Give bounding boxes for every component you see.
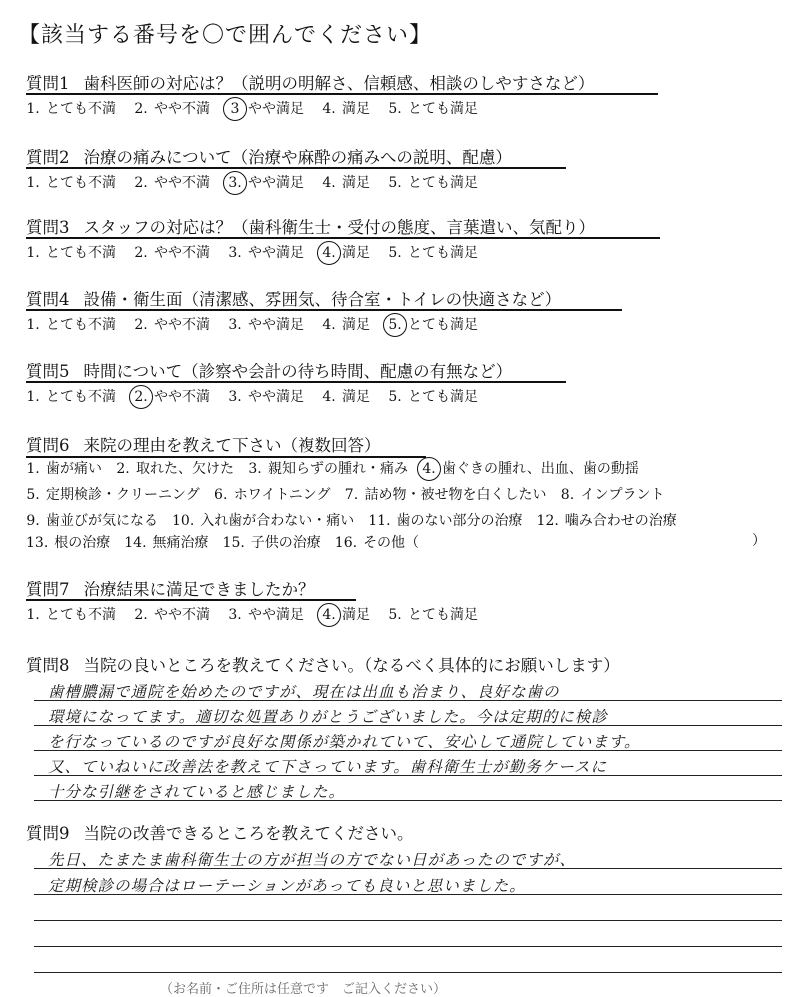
- question-8-heading: [26, 652, 620, 678]
- handwritten-answer-line: 十分な引継をされていると感じました。: [48, 783, 346, 801]
- option-label: とても不満: [46, 317, 116, 333]
- option-number: 2.: [134, 101, 148, 117]
- footer-note: （お名前・ご住所は任意です ご記入ください）: [160, 982, 447, 997]
- option-label: 親知らずの腫れ・痛み: [268, 461, 408, 477]
- option[interactable]: [537, 510, 677, 530]
- option-label: やや満足: [248, 175, 304, 191]
- question-number: 質問3: [26, 218, 70, 237]
- option-number: 2.: [134, 317, 148, 333]
- option-number: 1.: [26, 607, 40, 623]
- option-number: 3.: [228, 389, 242, 405]
- question-6-heading: [26, 432, 381, 458]
- option[interactable]: [322, 242, 370, 262]
- option[interactable]: [388, 172, 478, 192]
- question-underline: [26, 167, 566, 169]
- option-number: 14.: [124, 535, 147, 551]
- option[interactable]: [228, 604, 304, 624]
- option-label: 満足: [342, 317, 370, 333]
- option[interactable]: [335, 532, 419, 552]
- option[interactable]: [26, 242, 116, 262]
- option-label: とても不満: [46, 245, 116, 261]
- question-number: 質問1: [26, 74, 70, 93]
- option[interactable]: [116, 458, 234, 478]
- option-number: 1.: [26, 245, 40, 261]
- option-label: その他（: [363, 535, 420, 551]
- option-number: 3: [228, 101, 242, 117]
- handwritten-answer-line: 又、ていねいに改善法を教えて下さっています。歯科衛生士が勤务ケースに: [48, 758, 607, 776]
- option-number: 1.: [26, 101, 40, 117]
- option-label: とても満足: [408, 389, 478, 405]
- question-number: 質問4: [26, 290, 70, 309]
- reason-row: [26, 458, 653, 478]
- option-number: 4.: [322, 245, 336, 261]
- question-underline: [26, 237, 660, 239]
- option[interactable]: [26, 98, 116, 118]
- writing-line: [34, 946, 782, 947]
- option[interactable]: [134, 314, 210, 334]
- option-number: 3.: [228, 175, 242, 191]
- option[interactable]: [388, 98, 478, 118]
- option-number: 5.: [388, 245, 402, 261]
- option[interactable]: [172, 510, 354, 530]
- option-label: やや満足: [248, 389, 304, 405]
- option-number: 6.: [214, 487, 228, 503]
- option[interactable]: [388, 604, 478, 624]
- reason-row: [26, 510, 691, 530]
- option[interactable]: [368, 510, 522, 530]
- option-number: 2.: [134, 245, 148, 261]
- option[interactable]: [134, 242, 210, 262]
- question-text: 治療結果に満足できましたか？: [83, 580, 315, 599]
- question-options: [26, 98, 496, 118]
- option[interactable]: [228, 98, 304, 118]
- option[interactable]: [214, 484, 331, 504]
- option[interactable]: [134, 386, 210, 406]
- option[interactable]: [26, 532, 110, 552]
- question-7-underline: [26, 599, 356, 601]
- question-text: 来院の理由を教えて下さい（複数回答）: [83, 436, 381, 455]
- reason-row: [26, 484, 678, 504]
- option[interactable]: [124, 532, 208, 552]
- question-number: 質問9: [26, 824, 70, 843]
- option-number: 15.: [222, 535, 245, 551]
- option-label: インプラント: [580, 487, 665, 503]
- option[interactable]: [26, 172, 116, 192]
- option[interactable]: [26, 484, 200, 504]
- option-label: とても満足: [408, 607, 478, 623]
- option-number: 4.: [422, 461, 436, 477]
- option-number: 4.: [322, 607, 336, 623]
- option[interactable]: [134, 172, 210, 192]
- option-number: 2.: [134, 607, 148, 623]
- option[interactable]: [26, 458, 102, 478]
- option-label: やや満足: [248, 317, 304, 333]
- option[interactable]: [248, 458, 408, 478]
- option-label: とても満足: [408, 317, 478, 333]
- option-label: ホワイトニング: [233, 487, 331, 503]
- option-label: 根の治療: [54, 535, 111, 551]
- option-label: やや満足: [248, 245, 304, 261]
- option[interactable]: [228, 314, 304, 334]
- question-9-heading: [26, 820, 414, 846]
- question-number: 質問7: [26, 580, 70, 599]
- question-text: 歯科医師の対応は？（説明の明解さ、信頼感、相談のしやすさなど）: [83, 74, 595, 93]
- option-number: 1.: [26, 175, 40, 191]
- option-label: やや不満: [154, 245, 210, 261]
- option[interactable]: [223, 532, 321, 552]
- question-number: 質問8: [26, 656, 70, 675]
- option-label: 満足: [342, 389, 370, 405]
- option[interactable]: [26, 386, 116, 406]
- option-number: 7.: [344, 487, 359, 503]
- question-text: 当院の良いところを教えてください。（なるべく具体的にお願いします）: [83, 656, 620, 675]
- option-label: 満足: [342, 101, 370, 117]
- option[interactable]: [228, 172, 304, 192]
- option-label: 満足: [342, 175, 370, 191]
- option[interactable]: [322, 314, 370, 334]
- question-underline: [26, 309, 622, 311]
- option-label: 歯並びが気になる: [46, 513, 158, 529]
- option-number: 4.: [322, 101, 336, 117]
- option[interactable]: [228, 386, 304, 406]
- question-text: 当院の改善できるところを教えてください。: [83, 824, 414, 843]
- option-number: 5.: [388, 607, 402, 623]
- option[interactable]: [388, 386, 478, 406]
- option-number: 2.: [134, 389, 148, 405]
- option-number: 1.: [26, 461, 40, 477]
- option-label: 入れ歯が合わない・痛い: [200, 513, 355, 529]
- option-number: 5.: [388, 175, 402, 191]
- option-number: 11.: [368, 513, 391, 529]
- option-number: 2.: [134, 175, 148, 191]
- option-label: とても不満: [46, 101, 116, 117]
- option[interactable]: [322, 604, 370, 624]
- option-label: やや不満: [154, 607, 210, 623]
- option[interactable]: [388, 314, 478, 334]
- option-label: とても不満: [46, 607, 116, 623]
- handwritten-answer-line: 先日、たまたま歯科衛生士の方が担当の方でない日があったのですが、: [48, 851, 576, 869]
- option-number: 4.: [322, 389, 336, 405]
- option-label: 満足: [342, 607, 370, 623]
- option-number: 8.: [560, 487, 575, 503]
- option[interactable]: [26, 604, 116, 624]
- option[interactable]: [560, 484, 664, 504]
- option-number: 3.: [248, 461, 262, 477]
- option-number: 3.: [228, 245, 242, 261]
- question-underline: [26, 381, 566, 383]
- option[interactable]: [422, 458, 639, 478]
- question-number: 質問2: [26, 148, 70, 167]
- handwritten-answer-line: 定期検診の場合はローテーションがあっても良いと思いました。: [48, 877, 526, 895]
- option-number: 1.: [26, 317, 40, 333]
- question-options: [26, 242, 496, 262]
- option-label: 歯のない部分の治療: [396, 513, 523, 529]
- question-number: 質問5: [26, 362, 70, 381]
- option-number: 2.: [116, 461, 130, 477]
- option-number: 5.: [388, 317, 402, 333]
- option[interactable]: [344, 484, 546, 504]
- option-label: やや不満: [154, 101, 210, 117]
- option-number: 4.: [322, 175, 336, 191]
- option-number: 5.: [388, 389, 402, 405]
- option[interactable]: [26, 510, 158, 530]
- option-label: とても不満: [46, 389, 116, 405]
- question-options: [26, 314, 496, 334]
- option-number: 16.: [334, 535, 358, 551]
- question-number: 質問6: [26, 436, 70, 455]
- option-label: 取れた、欠けた: [136, 461, 234, 477]
- option[interactable]: [388, 242, 478, 262]
- option-number: 9.: [26, 513, 40, 529]
- option-label: 噛み合わせの治療: [564, 513, 677, 529]
- option-number: 3.: [228, 317, 242, 333]
- handwritten-answer-line: 歯槽膿漏で通院を始めたのですが、現在は出血も治まり、良好な歯の: [48, 683, 560, 701]
- option-number: 3.: [228, 607, 242, 623]
- question-options: [26, 172, 496, 192]
- handwritten-answer-line: 環境になってます。適切な処置ありがとうございました。今は定期的に検診: [48, 708, 608, 726]
- question-options: [26, 386, 496, 406]
- option-label: 歯ぐきの腫れ、出血、歯の動揺: [442, 461, 639, 477]
- option-label: とても満足: [408, 175, 478, 191]
- question-7-options: [26, 604, 496, 624]
- option[interactable]: [322, 98, 370, 118]
- option[interactable]: [228, 242, 304, 262]
- writing-line: [34, 972, 782, 973]
- option-label: とても不満: [46, 175, 116, 191]
- question-underline: [26, 93, 658, 95]
- reason-row: [26, 532, 433, 552]
- page-title: 【該当する番号を〇で囲んでください】: [18, 23, 433, 48]
- question-text: スタッフの対応は？（歯科衛生士・受付の態度、言葉遣い、気配り）: [83, 218, 595, 237]
- option-label: 定期検診・クリーニング: [46, 487, 200, 503]
- option-number: 1.: [26, 389, 40, 405]
- option[interactable]: [322, 386, 370, 406]
- option-number: 4.: [322, 317, 336, 333]
- question-text: 治療の痛みについて（治療や麻酔の痛みへの説明、配慮）: [83, 148, 512, 167]
- option-label: とても満足: [408, 101, 478, 117]
- question-text: 時間について（診察や会計の待ち時間、配慮の有無など）: [83, 362, 513, 381]
- option-number: 13.: [26, 535, 49, 551]
- option-label: やや満足: [248, 607, 304, 623]
- option[interactable]: [134, 98, 210, 118]
- option-number: 10.: [172, 513, 195, 529]
- option-label: 満足: [342, 245, 370, 261]
- option-label: 歯が痛い: [46, 461, 102, 477]
- option-number: 5.: [26, 487, 40, 503]
- other-paren-close: ）: [752, 533, 766, 549]
- option[interactable]: [322, 172, 370, 192]
- handwritten-answer-line: を行なっているのですが良好な関係が築かれていて、安心して通院しています。: [48, 733, 641, 751]
- option-number: 12.: [536, 513, 559, 529]
- option[interactable]: [134, 604, 210, 624]
- option-label: とても満足: [408, 245, 478, 261]
- option-label: 子供の治療: [250, 535, 321, 551]
- option-label: やや不満: [154, 317, 210, 333]
- option-label: 詰め物・被せ物を白くしたい: [364, 487, 547, 503]
- question-text: 設備・衛生面（清潔感、雰囲気、待合室・トイレの快適さなど）: [83, 290, 562, 309]
- writing-line: [34, 920, 782, 921]
- option-number: 5.: [388, 101, 402, 117]
- option-label: やや不満: [154, 389, 210, 405]
- option-label: 無痛治療: [152, 535, 209, 551]
- option-label: やや満足: [248, 101, 304, 117]
- option-label: やや不満: [154, 175, 210, 191]
- option[interactable]: [26, 314, 116, 334]
